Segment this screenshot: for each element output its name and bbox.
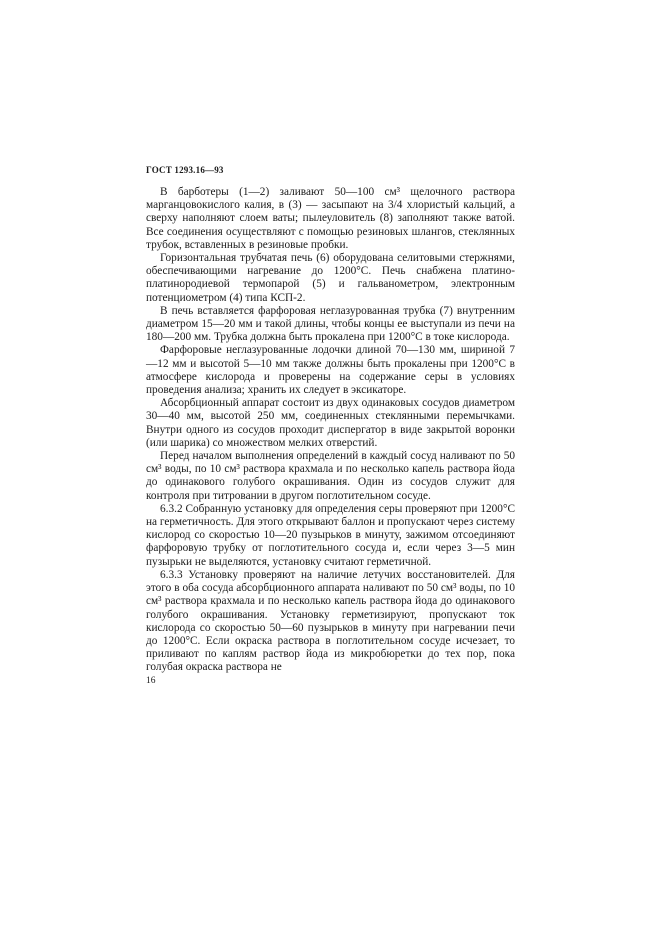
paragraph-6-3-2: 6.3.2 Собранную установку для определения серы проверяют при 1200°С на герметичность. Для этого открывают баллон и пропускают через систему кислород со скоростью 10—20 пузырьков в минуту, зажимом отсоединяют фарфоровую трубку от поглотительного сосуда и, если через 3—5 мин пузырьки не выделяются, установку считают герметичной. [146,502,515,568]
document-header: ГОСТ 1293.16—93 [146,165,224,175]
paragraph-preparation: Перед началом выполнения определений в каждый сосуд наливают по 50 см³ воды, по 10 см³ раствора крахмала и по несколько капель раствора йода до одинакового голубого окрашивания. Один из сосудов служит для контроля при титровании в другом поглотительном сосуде. [146,450,515,502]
paragraph-6-3-3: 6.3.3 Установку проверяют на наличие летучих восстановителей. Для этого в оба сосуда абсорбционного аппарата наливают по 50 см³ воды, по 10 см³ раствора крахмала и по несколько капель раствора йода до одинакового голубого окрашивания. Установку герметизируют, пропускают ток кислорода со скоростью 50—60 пузырьков в минуту при нагревании печи до 1200°С. Если окраска раствора в поглотительном сосуде исчезает, то приливают по каплям раствор йода из микробюретки до тех пор, пока голубая окраска раствора не [146,568,515,674]
page-number: 16 [146,676,156,686]
paragraph-barbotery: В барботеры (1—2) заливают 50—100 см³ щелочного раствора марганцовокислого калия, в (3) — засыпают на 3/4 хлористый кальций, а сверху наполняют слоем ваты; пылеуловитель (8) заполняют также ватой. Все соединения осуществляют с помощью резиновых шлангов, стеклянных трубок, вставленных в резиновые пробки. [146,186,515,251]
paragraph-tube: В печь вставляется фарфоровая неглазурованная трубка (7) внутренним диаметром 15—20 мм и такой длины, чтобы концы ее выступали из печи на 180—200 мм. Трубка должна быть прокалена при 1200°С в токе кислорода. [146,304,515,344]
paragraph-boats: Фарфоровые неглазурованные лодочки длиной 70—130 мм, шириной 7—12 мм и высотой 5—10 мм также должны быть прокалены при 1200°С в атмосфере кислорода и проверены на содержание серы в условиях проведения анализа; хранить их следует в эксикаторе. [146,344,515,397]
paragraph-absorption-apparatus: Абсорбционный аппарат состоит из двух одинаковых сосудов диаметром 30—40 мм, высотой 250 мм, соединенных стеклянными перемычками. Внутри одного из сосудов проходит диспергатор в виде закрытой воронки (или шарика) со множеством мелких отверстий. [146,397,515,449]
body-text [146,186,515,675]
paragraph-furnace: Горизонтальная трубчатая печь (6) оборудована селитовыми стержнями, обеспечивающими нагревание до 1200°С. Печь снабжена платино-платинородиевой термопарой (5) и гальванометром, электронным потенциометром (4) типа КСП-2. [146,252,515,304]
